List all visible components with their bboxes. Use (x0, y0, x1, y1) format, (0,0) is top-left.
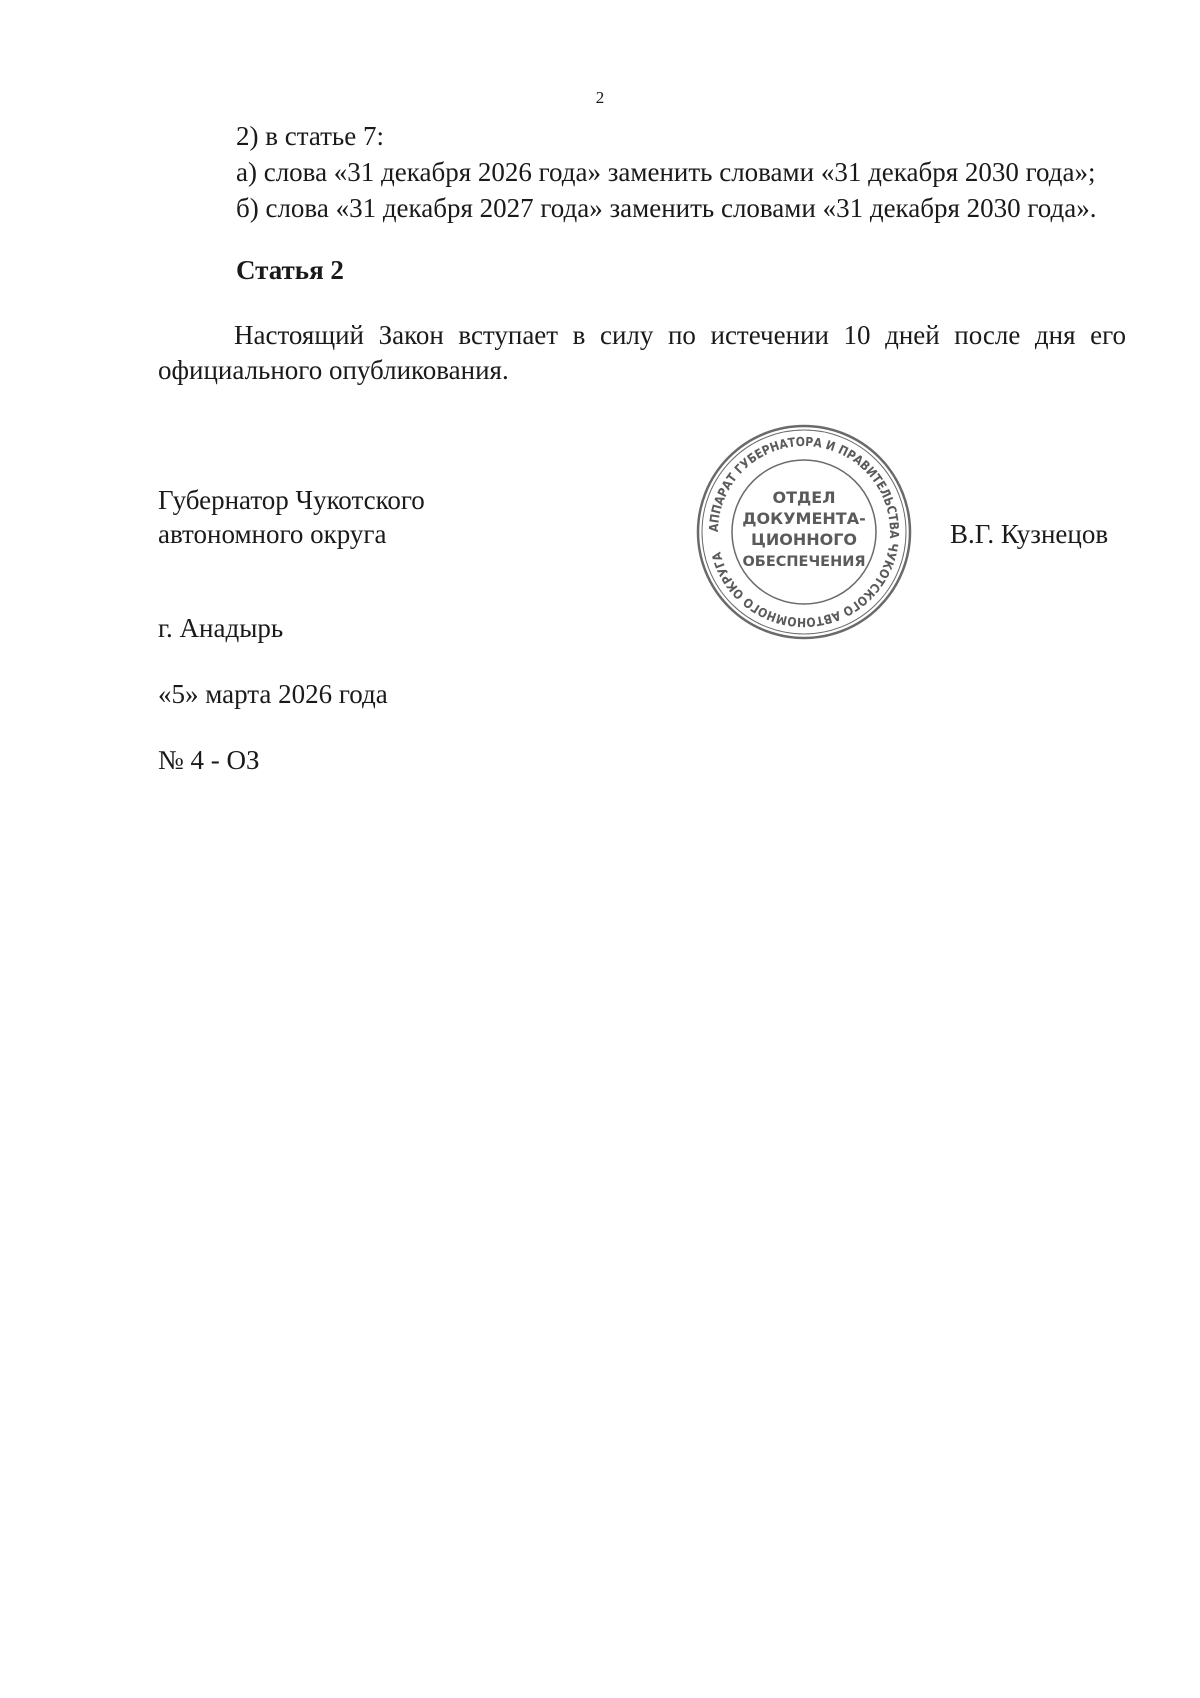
stamp-center-line3: ЦИОННОГО (750, 530, 858, 549)
signatory-name: В.Г. Кузнецов (950, 519, 1109, 549)
amendment-sub-a: а) слова «31 декабря 2026 года» заменить словами «31 декабря 2030 года»; (236, 157, 1096, 187)
article-heading: Статья 2 (236, 255, 344, 285)
document-date: «5» марта 2026 года (158, 679, 388, 709)
signatory-position-line1: Губернатор Чукотского (158, 485, 425, 515)
stamp-center-line1: ОТДЕЛ (772, 488, 836, 507)
article-text: Настоящий Закон вступает в силу по истечении 10 дней после дня его официального опубликования. (158, 320, 1126, 385)
stamp-ring-text: АППАРАТ ГУБЕРНАТОРА И ПРАВИТЕЛЬСТВА ЧУКОТСКОГО АВТОНОМНОГО ОКРУГА (705, 433, 903, 631)
page-number: 2 (595, 88, 605, 107)
place: г. Анадырь (158, 613, 284, 643)
amendment-sub-b: б) слова «31 декабря 2027 года» заменить словами «31 декабря 2030 года». (236, 193, 1097, 223)
document-number: № 4 - ОЗ (158, 745, 260, 775)
signatory-position-line2: автономного округа (158, 519, 387, 549)
amendment-item: 2) в статье 7: (236, 121, 384, 151)
stamp-center-line4: ОБЕСПЕЧЕНИЯ (742, 554, 866, 570)
stamp-center-line2: ДОКУМЕНТА- (742, 509, 866, 528)
official-stamp (694, 422, 914, 642)
